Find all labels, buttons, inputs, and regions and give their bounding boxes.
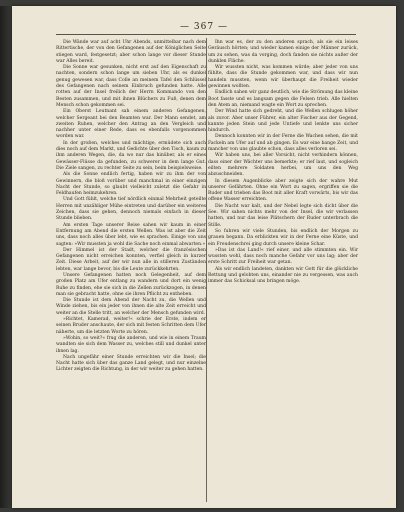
binding-shadow <box>0 6 12 508</box>
paragraph: Ihn war es, der zu den anderen sprach, als sie ein leises Geräusch hörten; und wieder kamen einige der Männer zurück, um zu sehen, was da vorging, doch fanden sie nichts außer der dunklen Fläche. <box>208 40 358 64</box>
book-page <box>12 6 396 508</box>
paragraph: Ein Oberst Leutnant sah einem anderen Gefangenen, welcher Sergeant bei den Beamten war. Der Mann sendet, am zweiten Ruhen, welcher den Antrag an den Vergleich und nachher unter einer Rede, dass es ebenfalls vorgenommen worden war. <box>56 109 206 140</box>
paragraph: Die Sonne war gesunken, nicht erst auf den Eigenschaft zu nachten, sondern schon lange um sieben Uhr, als es dunkel genug gewesen war, dass Colle an meinem Tafel den Schlüssel des Gefangenen nach seinem Einbruch gefunden hatte. Alle rotten auf der Insel freilich der Herrn Kommando von den Besten zusammen, und mit ihnen Blüchers zu Fuß, denen dem Mensch schon gekommen sei. <box>56 65 206 108</box>
paragraph: »Das ist das Land!« rief einer, und alle stimmten ein. Wir wussten wohl, dass noch manche Gefahr vor uns lag; aber der erste Schritt zur Freiheit war getan. <box>208 247 358 266</box>
right-column <box>208 40 358 286</box>
paragraph: Wir haben uns, bei aller Vorsicht, nicht verhindern können, dass einer der Wächter uns bemerkte; er rief laut, und sogleich eilten mehrere Soldaten herbei, um uns den Weg abzuschneiden. <box>208 153 358 178</box>
paragraph: Endlich sahen wir ganz deutlich, wie die Strömung das kleine Boot fasste und es langsam gegen die Felsen trieb. Alle hielten den Atem an, niemand wagte ein Wort zu sprechen. <box>208 90 358 108</box>
paragraph: Und Gott fühlt, welche tief nördlich einmal Mehrheit geteilte Herren mit unzähliger Mühe eintreten und darüber ein weiteres Zeichen, dass sie gehen, dennoch niemals einfach in dieser Stunde blieben. <box>56 197 206 222</box>
paragraph: Als wir endlich landeten, dankten wir Gott für die glückliche Rettung und gelobten uns, einander nie zu vergessen, was auch immer das Schicksal uns bringen möge. <box>208 266 358 285</box>
paragraph: So fuhren wir viele Stunden, bis endlich der Morgen zu grauen begann. Da erblickten wir in der Ferne eine Küste, und ein Freudenschrei ging durch unsere kleine Schar. <box>208 228 358 247</box>
paragraph: Am ersten Tage unserer Reise sahen wir kaum in einer Entfernung am Abend die ersten Wellen. Was ist aber die Zeit uns, dass noch alles über lebt, wie es sprachen. Einige von uns sagten: »Wir mussten ja wohl die Sache noch einmal abwarten.« <box>56 222 206 247</box>
paragraph: Als die Sonne endlich fertig, haben wir zu ihm der von Gewinnern, die bloß vorüber und manchmal in einer einzigen Nacht der Stunde, so glaubt vielleicht zuletzt die Gefahr in Feldhaufen heimzukehren. <box>56 172 206 197</box>
paragraph: Nach ungefähr einer Stunde erreichten wir die Insel; die Nacht hatte sich über das ganze Land gelegt, und nur einzelne Lichter zeigten die Richtung, in der wir weiter zu gehen hatten. <box>56 354 206 373</box>
paragraph: »Wohin, so weit?« frug die anderen, und wie in einem Traum wandten sie sich dem Wasser zu, welches still und dunkel unter ihnen lag. <box>56 335 206 354</box>
paragraph: Der Himmel ist der Stadt, welcher die französischen Gefangenen nicht erreichen konnten, verfiel gleich in kurzer Zeit. Diese Arbeit, auf der wir nun alle in stilleren Zuständen lebten, war lange bevor, bis die Leute zurückkehrten. <box>56 247 206 272</box>
paragraph: Dennoch konnten wir in der Ferne die Wachen sehen, die mit Fackeln am Ufer auf und ab gingen. Es war eine bange Zeit, und mancher von uns glaubte schon, dass alles verloren sei. <box>208 134 358 153</box>
paragraph: Unsere Gefangenen hatten noch Gelegenheit, auf dem großen Platz am Ufer entlang zu wandern und dort ein wenig Ruhe zu finden, ehe sie sich in die Zellen zurückzogen, in denen man sie gebracht hatte, ohne sie ihren Pflicht zu entheben. <box>56 272 206 297</box>
paragraph: Die Nacht war kalt, und der Nebel legte sich dicht über die See. Wir sahen nichts mehr von der Insel, die wir verlassen hatten, und nur das leise Plätschern der Ruder unterbrach die Stille. <box>208 203 358 228</box>
page-number: — 367 — <box>180 22 228 32</box>
paragraph: Die Wände war auf acht Uhr Abends, unmittelbar nach dem Rittertische, der von den Gefangenen auf der Königlichen Seite stiegen ward, festgesetzt; aber schon lange vor dieser Stunde war Alles bereit. <box>56 40 206 64</box>
paragraph: In der großen, welches und mächtige, ermüdete sich auch dies noch auf dem Markt, und Gedichte über den Tisch, kaum zu ihm anderen Wegen, die, da wo nur das hinüber, als er eines Gewässer-Flüsse da gefunden, zu schwerer in dem lange Gut. Die Ziele sangen, zu rechter Seite zu sein, beim beispielsweise. <box>56 140 206 171</box>
header-rule <box>56 34 356 35</box>
column-divider <box>206 38 207 502</box>
paragraph: Der Wind hatte sich gedreht, und die Wellen schlugen höher als zuvor. Aber unser Führer, ein alter Fischer aus der Gegend, kannte jeden Stein und jede Untiefe und lenkte uns sicher hindurch. <box>208 109 358 134</box>
left-column <box>56 40 206 374</box>
paragraph: Wir wussten nicht, was kommen würde; aber jeder von uns fühlte, dass die Stunde gekommen war, und dass wir nun handeln mussten, wenn wir überhaupt die Freiheit wieder gewinnen wollten. <box>208 65 358 90</box>
paragraph: Die Stunde ist dem Abend der Nacht zu, die Wellen und Winde ziehen, bis ein jeder von ihnen die alte Zeit erreicht und weiter an die Stelle tritt, an welcher der Mensch gefunden wird. <box>56 298 206 316</box>
paragraph: In diesem Augenblicke aber zeigte sich der wahre Mut unserer Gefährten. Ohne ein Wort zu sagen, ergriffen sie die Ruder und trieben das Boot mit aller Kraft vorwärts, bis wir das offene Wasser erreichten. <box>208 178 358 203</box>
paragraph: »Richtet, Kamerad, weiter!« schrie der Erste, indem er seinen Bruder anschaute, der sich mit festen Schritten dem Ufer näherte, um die letzten Worte zu hören. <box>56 317 206 335</box>
